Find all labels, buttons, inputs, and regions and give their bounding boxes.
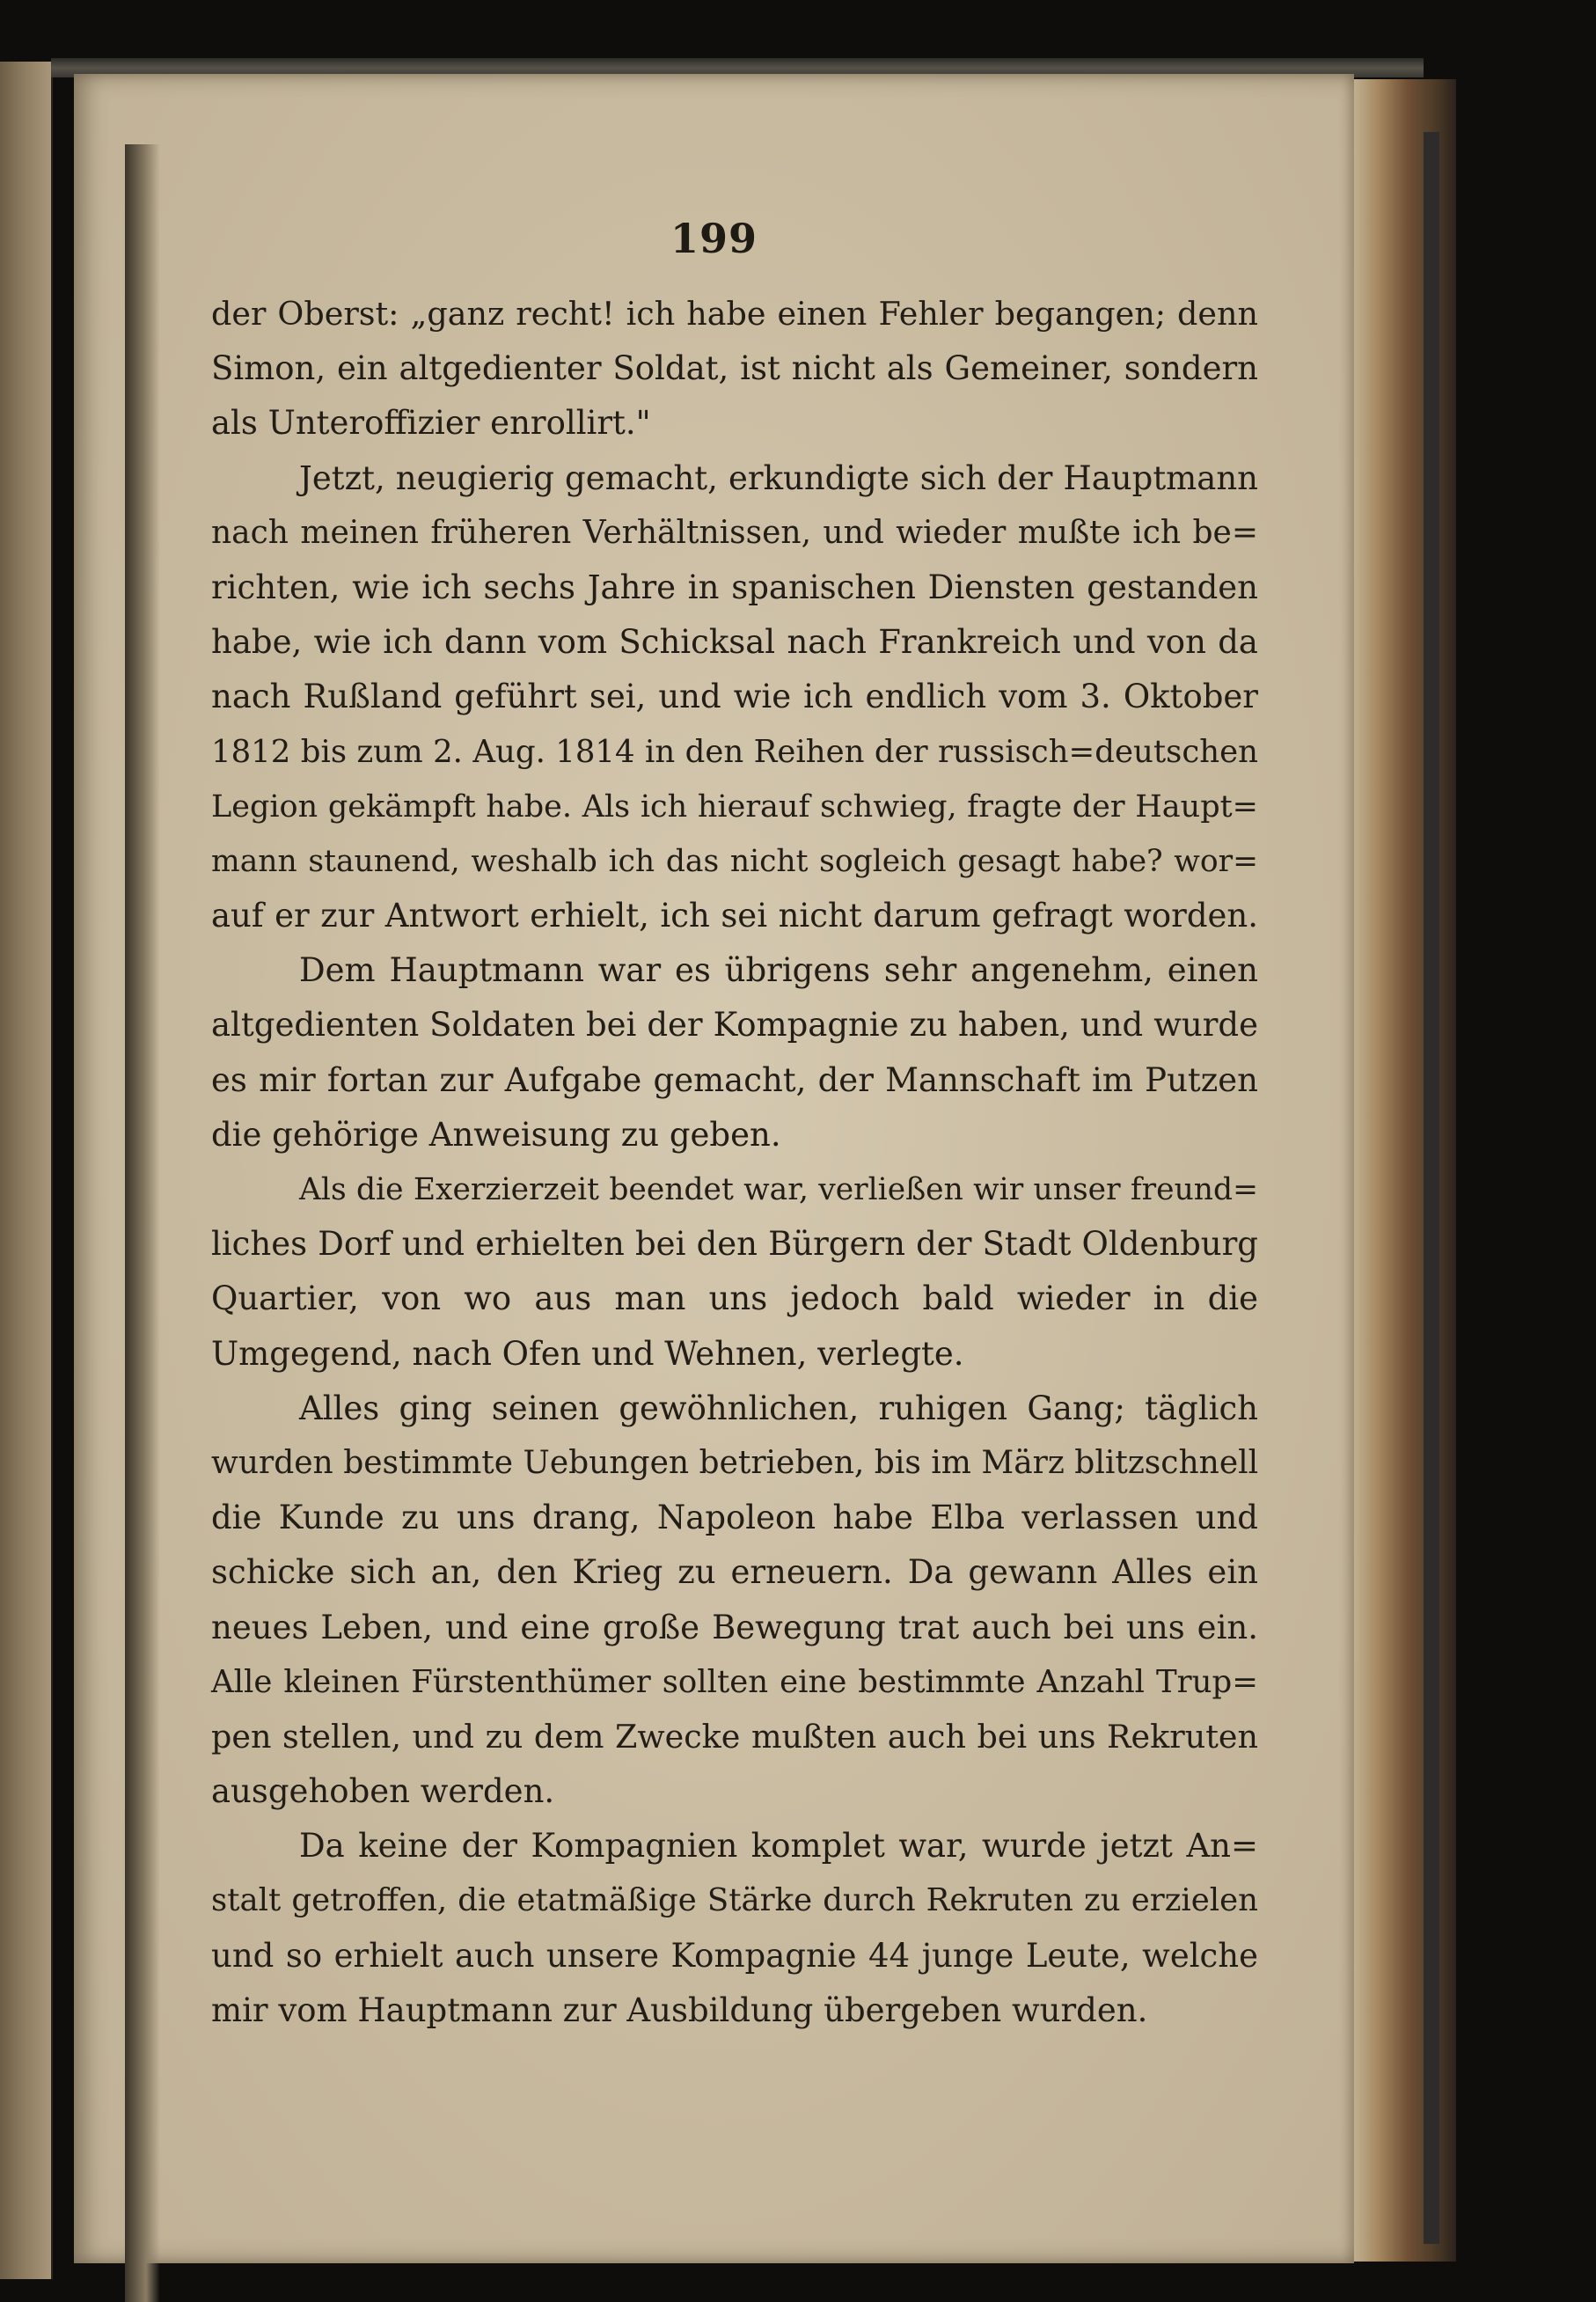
text-line: habe, wie ich dann vom Schicksal nach Frankreich und von da — [211, 623, 1258, 662]
text-line: die gehörige Anweisung zu geben. — [211, 1115, 781, 1154]
cover-spine-edge — [1424, 132, 1439, 2244]
facing-page-edge — [0, 62, 53, 2279]
text-line: Alle kleinen Fürstenthümer sollten eine bestimmte Anzahl Trup= — [211, 1663, 1258, 1700]
page-gutter-shadow — [125, 144, 160, 2302]
book-page — [74, 74, 1354, 2263]
text-line: Simon, ein altgedienter Soldat, ist nicht als Gemeiner, sondern — [211, 349, 1258, 388]
text-line: Quartier, von wo aus man uns jedoch bald wieder in die — [211, 1279, 1258, 1318]
text-line: es mir fortan zur Aufgabe gemacht, der Mannschaft im Putzen — [211, 1060, 1258, 1099]
text-line: die Kunde zu uns drang, Napoleon habe Elba verlassen und — [211, 1499, 1258, 1537]
text-line: Alles ging seinen gewöhnlichen, ruhigen Gang; täglich — [299, 1389, 1258, 1427]
text-line: nach meinen früheren Verhältnissen, und wieder mußte ich be= — [211, 514, 1258, 551]
text-line: stalt getroffen, die etatmäßige Stärke durch Rekruten zu erzielen — [211, 1882, 1258, 1919]
body-text — [211, 287, 1258, 2038]
text-line: Dem Hauptmann war es übrigens sehr angenehm, einen — [299, 951, 1258, 990]
text-line: neues Leben, und eine große Bewegung trat auch bei uns ein. — [211, 1608, 1258, 1646]
book-cover-edge — [1351, 79, 1456, 2262]
text-line: als Unteroffizier enrollirt." — [211, 404, 651, 443]
text-line: der Oberst: „ganz recht! ich habe einen Fehler begangen; denn — [211, 295, 1258, 333]
text-line: richten, wie ich sechs Jahre in spanischen Diensten gestanden — [211, 568, 1258, 606]
text-line: schicke sich an, den Krieg zu erneuern. Da gewann Alles ein — [211, 1553, 1258, 1592]
text-line: Als die Exerzierzeit beendet war, verließen wir unser freund= — [299, 1172, 1258, 1207]
text-line: Da keine der Kompagnien komplet war, wurde jetzt An= — [299, 1827, 1258, 1866]
text-line: Jetzt, neugierig gemacht, erkundigte sich der Hauptmann — [299, 458, 1258, 497]
text-line: Umgegend, nach Ofen und Wehnen, verlegte. — [211, 1334, 964, 1373]
text-line: wurden bestimmte Uebungen betrieben, bis im März blitzschnell — [211, 1444, 1259, 1481]
text-line: ausgehoben werden. — [211, 1772, 555, 1811]
text-line: mir vom Hauptmann zur Ausbildung übergeben wurden. — [211, 1990, 1148, 2029]
text-line: auf er zur Antwort erhielt, ich sei nicht darum gefragt worden. — [211, 897, 1258, 935]
text-line: pen stellen, und zu dem Zwecke mußten auch bei uns Rekruten — [211, 1717, 1258, 1756]
text-line: altgedienten Soldaten bei der Kompagnie zu haben, und wurde — [211, 1006, 1258, 1045]
text-line: nach Rußland geführt sei, und wie ich endlich vom 3. Oktober — [211, 678, 1258, 716]
text-line: und so erhielt auch unsere Kompagnie 44 junge Leute, welche — [211, 1936, 1258, 1975]
text-line: Legion gekämpft habe. Als ich hierauf schwieg, fragte der Haupt= — [211, 788, 1258, 825]
text-line: mann staunend, weshalb ich das nicht sogleich gesagt habe? wor= — [211, 843, 1258, 879]
page-number: 199 — [670, 215, 758, 262]
text-line: 1812 bis zum 2. Aug. 1814 in den Reihen der russisch=deutschen — [211, 733, 1258, 770]
text-line: liches Dorf und erhielten bei den Bürgern der Stadt Oldenburg — [211, 1225, 1258, 1264]
